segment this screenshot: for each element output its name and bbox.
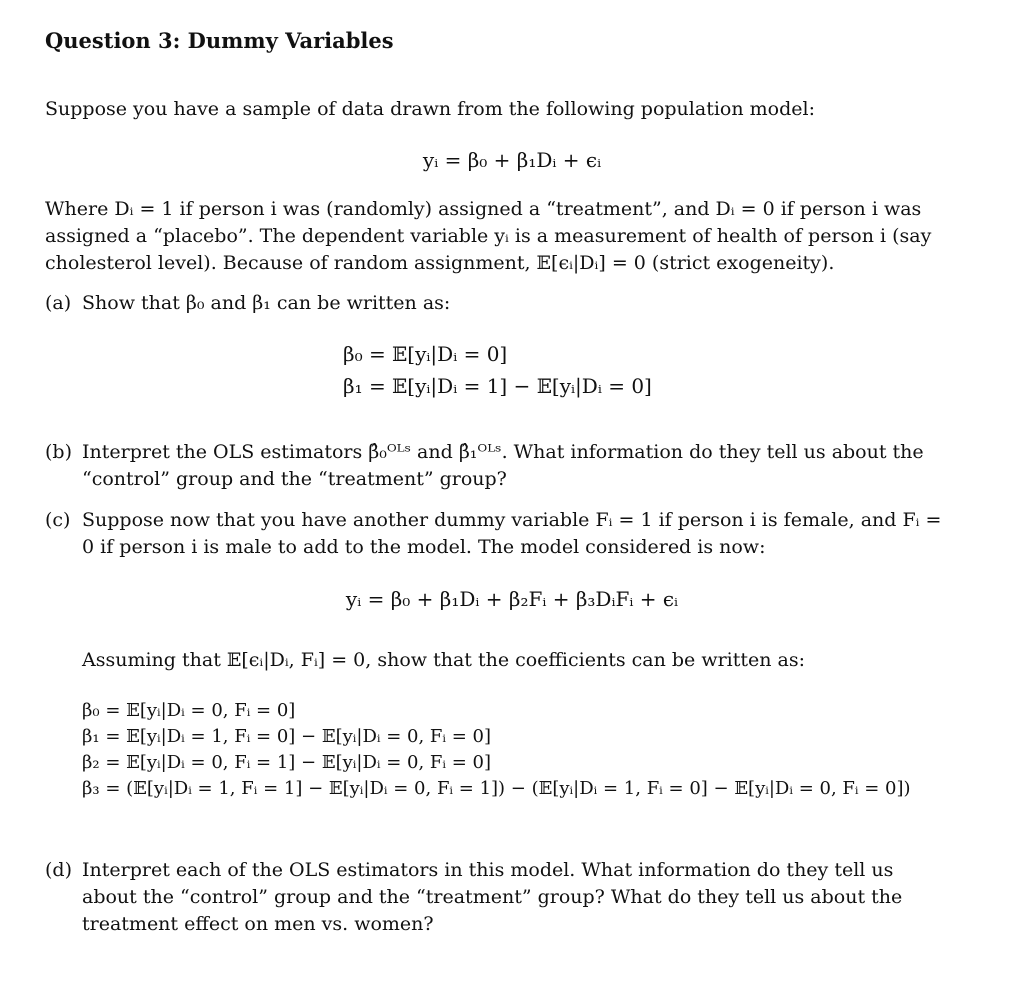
part-c-eq-beta1: β₁ = 𝔼[yᵢ|Dᵢ = 1, Fᵢ = 0] − 𝔼[yᵢ|Dᵢ = 0, Fᵢ = 0] xyxy=(82,726,492,747)
part-c xyxy=(45,507,945,561)
part-a-label: (a) xyxy=(45,292,72,314)
part-c-eq-beta2: β₂ = 𝔼[yᵢ|Dᵢ = 0, Fᵢ = 1] − 𝔼[yᵢ|Dᵢ = 0, Fᵢ = 0] xyxy=(82,752,492,773)
part-a-equations xyxy=(343,341,652,399)
part-b-text: Interpret the OLS estimators β̂₀ᴼᴸˢ and β̂₁ᴼᴸˢ. What information do they tell us about the “control” group and the “treatment” group? xyxy=(82,441,924,490)
part-a xyxy=(45,290,945,317)
part-d-text: Interpret each of the OLS estimators in this model. What information do they tell us about the “control” group and the “treatment” group? What do they tell us about the treatment effect on men vs. women? xyxy=(82,859,903,935)
extended-model-equation: yᵢ = β₀ + β₁Dᵢ + β₂Fᵢ + β₃DᵢFᵢ + ϵᵢ xyxy=(345,587,679,611)
part-c-text: Suppose now that you have another dummy variable Fᵢ = 1 if person i is female, and Fᵢ = 0 if person i is male to add to the model. The model considered is now: xyxy=(82,509,942,558)
part-c-assumption: Assuming that 𝔼[ϵᵢ|Dᵢ, Fᵢ] = 0, show that the coefficients can be written as: xyxy=(82,649,806,671)
part-d xyxy=(45,857,945,938)
assumptions-paragraph: Where Dᵢ = 1 if person i was (randomly) assigned a “treatment”, and Dᵢ = 0 if person i was assigned a “placebo”. The dependent variable yᵢ is a measurement of health of person i (say cholesterol level). Because of random assignment, 𝔼[ϵᵢ|Dᵢ] = 0 (strict exogeneity). xyxy=(45,198,932,274)
part-c-label: (c) xyxy=(45,509,71,531)
part-b-label: (b) xyxy=(45,441,72,463)
part-c-eq-beta0: β₀ = 𝔼[yᵢ|Dᵢ = 0, Fᵢ = 0] xyxy=(82,700,296,721)
part-a-eq-beta1: β₁ = 𝔼[yᵢ|Dᵢ = 1] − 𝔼[yᵢ|Dᵢ = 0] xyxy=(343,374,652,398)
part-b xyxy=(45,439,945,493)
part-c-equations xyxy=(82,698,911,802)
question-title: Question 3: Dummy Variables xyxy=(45,28,394,53)
part-a-eq-beta0: β₀ = 𝔼[yᵢ|Dᵢ = 0] xyxy=(343,342,508,366)
part-c-eq-beta3: β₃ = (𝔼[yᵢ|Dᵢ = 1, Fᵢ = 1] − 𝔼[yᵢ|Dᵢ = 0, Fᵢ = 1]) − (𝔼[yᵢ|Dᵢ = 1, Fᵢ = 0] − 𝔼[yᵢ|Dᵢ = 0, Fᵢ = 0]) xyxy=(82,778,911,799)
part-a-text: Show that β₀ and β₁ can be written as: xyxy=(82,292,451,314)
population-model-equation: yᵢ = β₀ + β₁Dᵢ + ϵᵢ xyxy=(422,148,602,172)
part-d-label: (d) xyxy=(45,859,72,881)
intro-paragraph: Suppose you have a sample of data drawn from the following population model: xyxy=(45,98,815,120)
